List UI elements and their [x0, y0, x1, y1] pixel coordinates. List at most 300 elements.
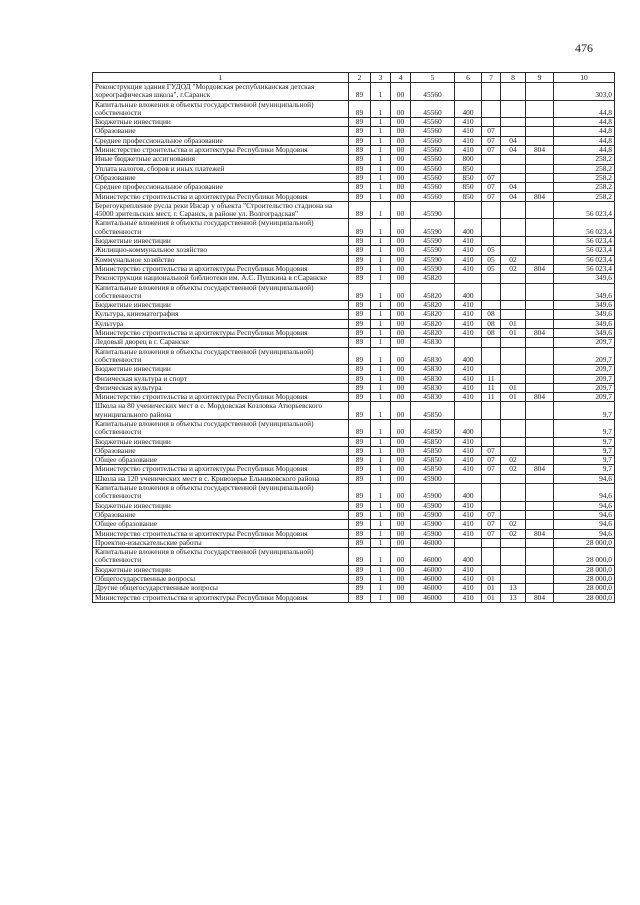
code-cell: 410	[455, 510, 482, 519]
code-cell: 1	[371, 136, 391, 145]
code-cell: 00	[391, 118, 411, 127]
code-cell: 02	[501, 255, 526, 264]
code-cell: 00	[391, 374, 411, 383]
code-cell: 00	[391, 365, 411, 374]
row-name-cell: Бюджетные инвестиции	[93, 365, 349, 374]
row-name-cell: Уплата налогов, сборов и иных платежей	[93, 164, 349, 173]
code-cell	[482, 565, 501, 574]
code-cell: 00	[391, 146, 411, 155]
table-row	[93, 283, 615, 301]
row-name-cell: Министерство строительства и архитектуры Республики Мордовия	[93, 329, 349, 338]
code-cell	[501, 538, 526, 547]
code-cell: 00	[391, 183, 411, 192]
code-cell	[526, 474, 554, 483]
code-cell: 13	[501, 584, 526, 593]
code-cell	[526, 338, 554, 347]
code-cell: 07	[482, 446, 501, 455]
code-cell: 89	[349, 192, 371, 201]
code-cell: 02	[501, 264, 526, 273]
code-cell	[526, 127, 554, 136]
code-cell: 89	[349, 538, 371, 547]
amount-cell: 209,7	[554, 347, 615, 365]
code-cell: 45820	[411, 274, 455, 283]
code-cell: 800	[455, 155, 482, 164]
code-cell: 00	[391, 501, 411, 510]
code-cell: 45560	[411, 118, 455, 127]
code-cell: 00	[391, 319, 411, 328]
code-cell: 45850	[411, 465, 455, 474]
code-cell	[526, 575, 554, 584]
code-cell	[526, 183, 554, 192]
table-row	[93, 338, 615, 347]
code-cell	[501, 510, 526, 519]
code-cell: 1	[371, 219, 391, 237]
row-name-cell: Общее образование	[93, 520, 349, 529]
code-cell	[526, 100, 554, 118]
amount-cell: 9,7	[554, 402, 615, 420]
code-cell: 45850	[411, 402, 455, 420]
code-cell: 45900	[411, 484, 455, 502]
table-row	[93, 347, 615, 365]
code-cell	[526, 538, 554, 547]
amount-cell: 258,2	[554, 155, 615, 164]
code-cell: 45590	[411, 201, 455, 219]
code-cell: 02	[501, 520, 526, 529]
code-cell: 1	[371, 310, 391, 319]
table-row	[93, 155, 615, 164]
table-row	[93, 301, 615, 310]
row-name-cell: Министерство строительства и архитектуры Республики Мордовия	[93, 146, 349, 155]
code-cell	[482, 419, 501, 437]
code-cell	[501, 301, 526, 310]
code-cell: 00	[391, 584, 411, 593]
code-cell: 11	[482, 393, 501, 402]
code-cell: 07	[482, 173, 501, 182]
amount-cell: 258,2	[554, 183, 615, 192]
table-row	[93, 319, 615, 328]
code-cell: 804	[526, 529, 554, 538]
amount-cell: 56 023,4	[554, 255, 615, 264]
code-cell: 410	[455, 255, 482, 264]
code-cell: 01	[501, 319, 526, 328]
code-cell: 45830	[411, 374, 455, 383]
amount-cell: 44,8	[554, 127, 615, 136]
row-name-cell: Культура, кинематография	[93, 310, 349, 319]
code-cell: 850	[455, 164, 482, 173]
row-name-cell: Культура	[93, 319, 349, 328]
code-cell: 05	[482, 255, 501, 264]
code-cell: 1	[371, 338, 391, 347]
code-cell: 410	[455, 310, 482, 319]
code-cell: 45560	[411, 100, 455, 118]
code-cell	[482, 501, 501, 510]
code-cell	[526, 437, 554, 446]
code-cell: 02	[501, 529, 526, 538]
code-cell: 04	[501, 146, 526, 155]
code-cell: 00	[391, 446, 411, 455]
code-cell: 1	[371, 127, 391, 136]
code-cell	[455, 274, 482, 283]
code-cell	[501, 164, 526, 173]
code-cell: 400	[455, 419, 482, 437]
code-cell: 1	[371, 301, 391, 310]
page-number: 476	[575, 41, 593, 55]
table-row	[93, 136, 615, 145]
code-cell: 45850	[411, 419, 455, 437]
table-row	[93, 402, 615, 420]
code-cell: 04	[501, 183, 526, 192]
table-row	[93, 183, 615, 192]
table-row	[93, 83, 615, 101]
amount-cell: 56 023,4	[554, 201, 615, 219]
code-cell: 1	[371, 465, 391, 474]
code-cell	[526, 136, 554, 145]
code-cell	[526, 565, 554, 574]
code-cell: 08	[482, 310, 501, 319]
code-cell: 45590	[411, 219, 455, 237]
amount-cell: 56 023,4	[554, 237, 615, 246]
code-cell: 1	[371, 365, 391, 374]
code-cell: 1	[371, 255, 391, 264]
amount-cell: 56 023,4	[554, 246, 615, 255]
amount-cell: 9,7	[554, 446, 615, 455]
column-header: 4	[391, 73, 411, 83]
code-cell: 05	[482, 246, 501, 255]
amount-cell: 349,6	[554, 319, 615, 328]
table-row	[93, 520, 615, 529]
table-row	[93, 437, 615, 446]
code-cell	[526, 283, 554, 301]
code-cell: 1	[371, 246, 391, 255]
code-cell: 07	[482, 456, 501, 465]
code-cell	[501, 374, 526, 383]
code-cell: 13	[501, 593, 526, 602]
code-cell: 850	[455, 183, 482, 192]
code-cell: 00	[391, 219, 411, 237]
row-name-cell: Жилищно-коммунальное хозяйство	[93, 246, 349, 255]
code-cell: 00	[391, 347, 411, 365]
code-cell: 45820	[411, 319, 455, 328]
table-row	[93, 593, 615, 602]
amount-cell: 349,6	[554, 301, 615, 310]
code-cell: 00	[391, 548, 411, 566]
code-cell: 00	[391, 100, 411, 118]
code-cell	[501, 274, 526, 283]
code-cell: 1	[371, 437, 391, 446]
row-name-cell: Министерство строительства и архитектуры Республики Мордовия	[93, 593, 349, 602]
code-cell: 1	[371, 118, 391, 127]
row-name-cell: Капитальные вложения в объекты государственной (муниципальной) собственности	[93, 100, 349, 118]
code-cell: 45560	[411, 127, 455, 136]
code-cell: 89	[349, 520, 371, 529]
code-cell	[482, 484, 501, 502]
column-header: 7	[482, 73, 501, 83]
code-cell: 46000	[411, 548, 455, 566]
row-name-cell: Капитальные вложения в объекты государственной (муниципальной) собственности	[93, 419, 349, 437]
code-cell: 00	[391, 83, 411, 101]
code-cell: 07	[482, 146, 501, 155]
amount-cell: 28 000,0	[554, 584, 615, 593]
code-cell: 410	[455, 136, 482, 145]
code-cell: 00	[391, 529, 411, 538]
table-row	[93, 264, 615, 273]
row-name-cell: Коммунальное хозяйство	[93, 255, 349, 264]
code-cell: 410	[455, 529, 482, 538]
code-cell: 89	[349, 501, 371, 510]
code-cell: 1	[371, 575, 391, 584]
table-row	[93, 201, 615, 219]
column-header: 5	[411, 73, 455, 83]
code-cell: 00	[391, 173, 411, 182]
table-row	[93, 100, 615, 118]
code-cell: 45560	[411, 83, 455, 101]
code-cell: 410	[455, 118, 482, 127]
code-cell: 00	[391, 419, 411, 437]
code-cell: 00	[391, 520, 411, 529]
code-cell: 89	[349, 83, 371, 101]
code-cell: 45850	[411, 456, 455, 465]
code-cell	[501, 474, 526, 483]
code-cell	[526, 347, 554, 365]
code-cell	[501, 565, 526, 574]
code-cell: 410	[455, 437, 482, 446]
table-row	[93, 393, 615, 402]
code-cell: 45850	[411, 437, 455, 446]
code-cell	[455, 83, 482, 101]
row-name-cell: Министерство строительства и архитектуры Республики Мордовия	[93, 192, 349, 201]
code-cell	[526, 246, 554, 255]
code-cell	[455, 201, 482, 219]
amount-cell: 9,7	[554, 419, 615, 437]
code-cell: 45900	[411, 501, 455, 510]
amount-cell: 209,7	[554, 365, 615, 374]
code-cell	[526, 237, 554, 246]
row-name-cell: Проектно-изыскательские работы	[93, 538, 349, 547]
table-row	[93, 329, 615, 338]
code-cell	[501, 548, 526, 566]
table-row	[93, 419, 615, 437]
row-name-cell: Образование	[93, 173, 349, 182]
code-cell: 400	[455, 548, 482, 566]
code-cell	[526, 446, 554, 455]
table-row	[93, 565, 615, 574]
code-cell: 00	[391, 456, 411, 465]
code-cell: 45850	[411, 446, 455, 455]
code-cell	[526, 164, 554, 173]
code-cell: 1	[371, 274, 391, 283]
code-cell	[482, 201, 501, 219]
code-cell	[526, 155, 554, 164]
code-cell: 45560	[411, 183, 455, 192]
code-cell: 00	[391, 246, 411, 255]
code-cell: 45590	[411, 246, 455, 255]
code-cell: 00	[391, 283, 411, 301]
code-cell	[482, 283, 501, 301]
code-cell: 400	[455, 347, 482, 365]
amount-cell: 94,6	[554, 484, 615, 502]
code-cell: 89	[349, 319, 371, 328]
code-cell: 89	[349, 548, 371, 566]
table-row	[93, 173, 615, 182]
code-cell: 1	[371, 538, 391, 547]
code-cell: 45560	[411, 173, 455, 182]
code-cell: 89	[349, 374, 371, 383]
code-cell: 00	[391, 393, 411, 402]
code-cell	[526, 484, 554, 502]
code-cell	[501, 246, 526, 255]
amount-cell: 209,7	[554, 383, 615, 392]
code-cell	[526, 419, 554, 437]
amount-cell: 94,6	[554, 501, 615, 510]
code-cell	[526, 456, 554, 465]
code-cell	[482, 164, 501, 173]
code-cell: 45830	[411, 393, 455, 402]
code-cell	[482, 437, 501, 446]
code-cell: 410	[455, 593, 482, 602]
table-row	[93, 374, 615, 383]
code-cell	[501, 283, 526, 301]
code-cell: 89	[349, 118, 371, 127]
code-cell	[526, 255, 554, 264]
table-row	[93, 274, 615, 283]
table-row	[93, 474, 615, 483]
table-row	[93, 164, 615, 173]
code-cell	[501, 118, 526, 127]
code-cell	[501, 575, 526, 584]
code-cell: 410	[455, 446, 482, 455]
table-row	[93, 584, 615, 593]
table-header-row	[93, 73, 615, 83]
column-header: 3	[371, 73, 391, 83]
code-cell: 410	[455, 465, 482, 474]
table-row	[93, 310, 615, 319]
code-cell: 1	[371, 474, 391, 483]
code-cell: 89	[349, 456, 371, 465]
code-cell: 89	[349, 484, 371, 502]
code-cell: 1	[371, 164, 391, 173]
code-cell: 400	[455, 100, 482, 118]
amount-cell: 44,8	[554, 146, 615, 155]
code-cell: 00	[391, 192, 411, 201]
code-cell: 89	[349, 100, 371, 118]
code-cell: 89	[349, 474, 371, 483]
code-cell: 89	[349, 419, 371, 437]
code-cell: 07	[482, 465, 501, 474]
code-cell: 410	[455, 501, 482, 510]
code-cell: 01	[482, 584, 501, 593]
code-cell	[526, 274, 554, 283]
amount-cell: 349,6	[554, 274, 615, 283]
code-cell: 46000	[411, 575, 455, 584]
table-row	[93, 501, 615, 510]
code-cell: 1	[371, 520, 391, 529]
code-cell: 07	[482, 520, 501, 529]
code-cell	[482, 338, 501, 347]
code-cell: 00	[391, 484, 411, 502]
code-cell: 00	[391, 538, 411, 547]
table-row	[93, 255, 615, 264]
code-cell	[501, 237, 526, 246]
code-cell: 00	[391, 565, 411, 574]
row-name-cell: Бюджетные инвестиции	[93, 501, 349, 510]
code-cell	[526, 520, 554, 529]
code-cell: 45590	[411, 255, 455, 264]
code-cell: 08	[482, 329, 501, 338]
code-cell: 07	[482, 183, 501, 192]
row-name-cell: Ледовый дворец в г. Саранске	[93, 338, 349, 347]
amount-cell: 258,2	[554, 173, 615, 182]
code-cell: 1	[371, 484, 391, 502]
code-cell	[526, 383, 554, 392]
code-cell: 04	[501, 192, 526, 201]
amount-cell: 94,6	[554, 520, 615, 529]
code-cell: 45900	[411, 520, 455, 529]
code-cell: 400	[455, 219, 482, 237]
code-cell: 00	[391, 201, 411, 219]
code-cell: 410	[455, 383, 482, 392]
column-header: 9	[526, 73, 554, 83]
code-cell: 07	[482, 127, 501, 136]
amount-cell: 258,2	[554, 164, 615, 173]
code-cell: 400	[455, 283, 482, 301]
code-cell: 1	[371, 155, 391, 164]
code-cell	[501, 402, 526, 420]
code-cell: 410	[455, 520, 482, 529]
code-cell: 89	[349, 155, 371, 164]
code-cell: 45830	[411, 365, 455, 374]
code-cell: 00	[391, 575, 411, 584]
table-row	[93, 465, 615, 474]
code-cell: 89	[349, 301, 371, 310]
code-cell: 45590	[411, 237, 455, 246]
code-cell: 89	[349, 183, 371, 192]
code-cell	[501, 83, 526, 101]
table-row	[93, 446, 615, 455]
code-cell: 45560	[411, 155, 455, 164]
code-cell	[501, 365, 526, 374]
code-cell	[526, 173, 554, 182]
code-cell	[526, 301, 554, 310]
row-name-cell: Бюджетные инвестиции	[93, 237, 349, 246]
code-cell: 410	[455, 319, 482, 328]
code-cell: 11	[482, 383, 501, 392]
code-cell: 1	[371, 419, 391, 437]
code-cell: 89	[349, 529, 371, 538]
amount-cell: 94,6	[554, 510, 615, 519]
code-cell: 07	[482, 529, 501, 538]
table-row	[93, 484, 615, 502]
row-name-cell: Капитальные вложения в объекты государственной (муниципальной) собственности	[93, 548, 349, 566]
code-cell: 89	[349, 565, 371, 574]
code-cell: 89	[349, 127, 371, 136]
code-cell	[526, 219, 554, 237]
code-cell: 02	[501, 456, 526, 465]
code-cell	[482, 237, 501, 246]
code-cell: 00	[391, 465, 411, 474]
code-cell: 1	[371, 501, 391, 510]
row-name-cell: Школа на 80 ученических мест в с. Мордовская Козловка Атюрьевского муниципального района	[93, 402, 349, 420]
amount-cell: 28 000,0	[554, 575, 615, 584]
code-cell: 410	[455, 584, 482, 593]
code-cell: 45830	[411, 383, 455, 392]
code-cell	[501, 446, 526, 455]
code-cell: 410	[455, 237, 482, 246]
code-cell: 1	[371, 529, 391, 538]
table-row	[93, 575, 615, 584]
code-cell: 00	[391, 310, 411, 319]
code-cell	[501, 501, 526, 510]
code-cell: 89	[349, 347, 371, 365]
